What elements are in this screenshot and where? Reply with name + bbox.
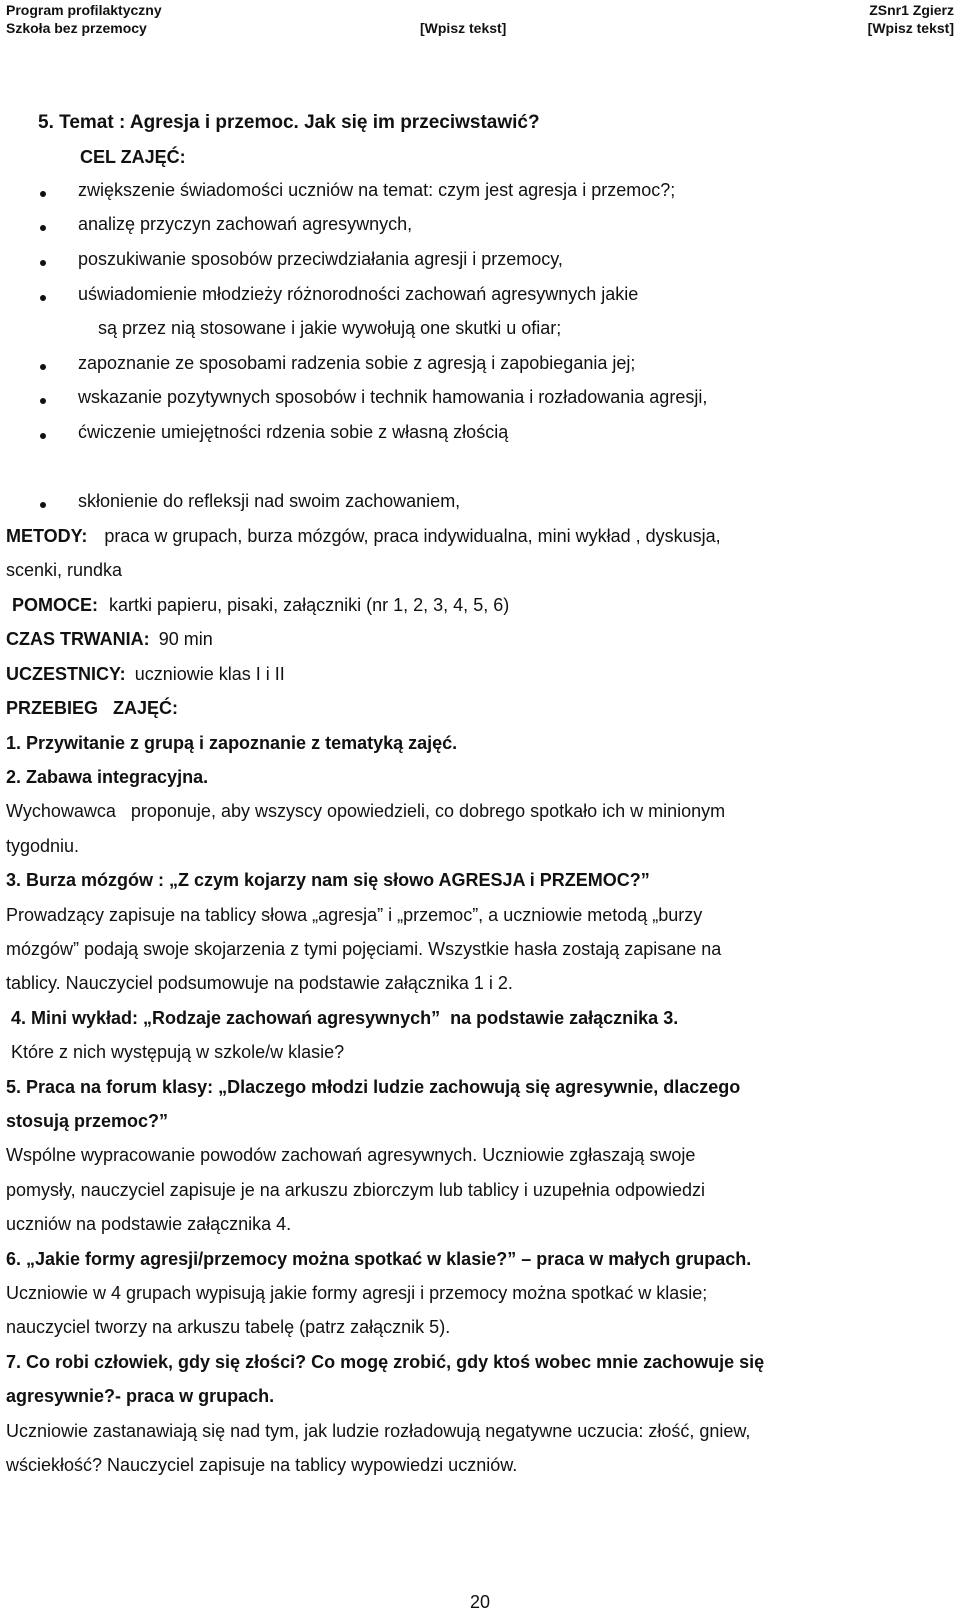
step-6-heading: 6. „Jakie formy agresji/przemocy można spotkać w klasie?” – praca w małych grupach. <box>6 1249 752 1269</box>
goal-item: zapoznanie ze sposobami radzenia sobie z agresją i zapobiegania jej; <box>78 353 636 373</box>
step-5-text: uczniów na podstawie załącznika 4. <box>6 1214 292 1234</box>
page-number: 20 <box>469 1592 491 1612</box>
step-5-text: Wspólne wypracowanie powodów zachowań agresywnych. Uczniowie zgłaszają swoje <box>6 1145 696 1165</box>
bullet-icon <box>40 433 46 439</box>
aids-text: kartki papieru, pisaki, załączniki (nr 1, 2, 3, 4, 5, 6) <box>109 595 510 615</box>
header-school-code: ZSnr1 Zgierz <box>869 2 954 18</box>
step-7-heading: agresywnie?- praca w grupach. <box>6 1386 275 1406</box>
bullet-icon <box>40 225 46 231</box>
step-3-text: tablicy. Nauczyciel podsumowuje na podstawie załącznika 1 i 2. <box>6 973 513 993</box>
bullet-icon <box>40 295 46 301</box>
goal-item: uświadomienie młodzieży różnorodności zachowań agresywnych jakie <box>78 284 639 304</box>
methods-text: praca w grupach, burza mózgów, praca indywidualna, mini wykład , dyskusja, <box>104 526 721 546</box>
step-3-text: mózgów” podają swoje skojarzenia z tymi pojęciami. Wszystkie hasła zostają zapisane na <box>6 939 722 959</box>
goal-item: wskazanie pozytywnych sposobów i technik hamowania i rozładowania agresji, <box>78 387 708 407</box>
page-header <box>0 0 960 44</box>
step-6-text: nauczyciel tworzy na arkuszu tabelę (patrz załącznik 5). <box>6 1317 451 1337</box>
step-4-heading: 4. Mini wykład: „Rodzaje zachowań agresywnych” na podstawie załącznika 3. <box>6 1008 679 1028</box>
lesson-topic: 5. Temat : Agresja i przemoc. Jak się im przeciwstawić? <box>38 112 540 133</box>
step-5-text: pomysły, nauczyciel zapisuje je na arkuszu zbiorczym lub tablicy i uzupełnia odpowiedzi <box>6 1180 706 1200</box>
bullet-icon <box>40 502 46 508</box>
aids-label: POMOCE: <box>12 595 99 615</box>
duration-line <box>6 629 213 650</box>
participants-line <box>6 664 285 685</box>
goal-item-continuation: są przez nią stosowane i jakie wywołują one skutki u ofiar; <box>98 318 562 338</box>
bullet-icon <box>40 260 46 266</box>
methods-line <box>6 526 721 547</box>
step-1-heading: 1. Przywitanie z grupą i zapoznanie z tematyką zajęć. <box>6 733 458 753</box>
step-5-heading: stosują przemoc?” <box>6 1111 169 1131</box>
header-placeholder-center: [Wpisz tekst] <box>420 20 507 36</box>
step-4-text: Które z nich występują w szkole/w klasie? <box>6 1042 345 1062</box>
goal-item: analizę przyczyn zachowań agresywnych, <box>78 214 413 234</box>
goal-item: skłonienie do refleksji nad swoim zachowaniem, <box>78 491 461 511</box>
step-2-text: tygodniu. <box>6 836 80 856</box>
participants-text: uczniowie klas I i II <box>134 664 285 684</box>
step-3-heading: 3. Burza mózgów : „Z czym kojarzy nam się słowo AGRESJA i PRZEMOC?” <box>6 870 650 890</box>
header-program: Program profilaktyczny <box>6 2 162 18</box>
duration-text: 90 min <box>158 629 213 649</box>
procedure-heading: PRZEBIEG ZAJĘĆ: <box>6 698 179 718</box>
step-2-text: Wychowawca proponuje, aby wszyscy opowiedzieli, co dobrego spotkało ich w minionym <box>6 801 726 821</box>
header-placeholder-right: [Wpisz tekst] <box>867 20 954 36</box>
step-6-text: Uczniowie w 4 grupach wypisują jakie formy agresji i przemocy można spotkać w klasie; <box>6 1283 708 1303</box>
bullet-icon <box>40 191 46 197</box>
bullet-icon <box>40 364 46 370</box>
step-7-heading: 7. Co robi człowiek, gdy się złości? Co mogę zrobić, gdy ktoś wobec mnie zachowuje się <box>6 1352 765 1372</box>
goals-heading: CEL ZAJĘĆ: <box>80 147 186 167</box>
header-school: Szkoła bez przemocy <box>6 20 147 36</box>
step-7-text: wściekłość? Nauczyciel zapisuje na tablicy wypowiedzi uczniów. <box>6 1455 518 1475</box>
methods-label: METODY: <box>6 526 88 546</box>
aids-line <box>12 595 509 616</box>
step-5-heading: 5. Praca na forum klasy: „Dlaczego młodzi ludzie zachowują się agresywnie, dlaczego <box>6 1077 741 1097</box>
goal-item: ćwiczenie umiejętności rdzenia sobie z własną złością <box>78 422 509 442</box>
participants-label: UCZESTNICY: <box>6 664 126 684</box>
goal-item: poszukiwanie sposobów przeciwdziałania agresji i przemocy, <box>78 249 563 269</box>
step-3-text: Prowadzący zapisuje na tablicy słowa „agresja” i „przemoc”, a uczniowie metodą „burzy <box>6 905 703 925</box>
step-2-heading: 2. Zabawa integracyjna. <box>6 767 209 787</box>
goal-item: zwiększenie świadomości uczniów na temat: czym jest agresja i przemoc?; <box>78 180 676 200</box>
step-7-text: Uczniowie zastanawiają się nad tym, jak ludzie rozładowują negatywne uczucia: złość, gniew, <box>6 1421 751 1441</box>
duration-label: CZAS TRWANIA: <box>6 629 150 649</box>
methods-text-continued: scenki, rundka <box>6 560 123 580</box>
bullet-icon <box>40 398 46 404</box>
